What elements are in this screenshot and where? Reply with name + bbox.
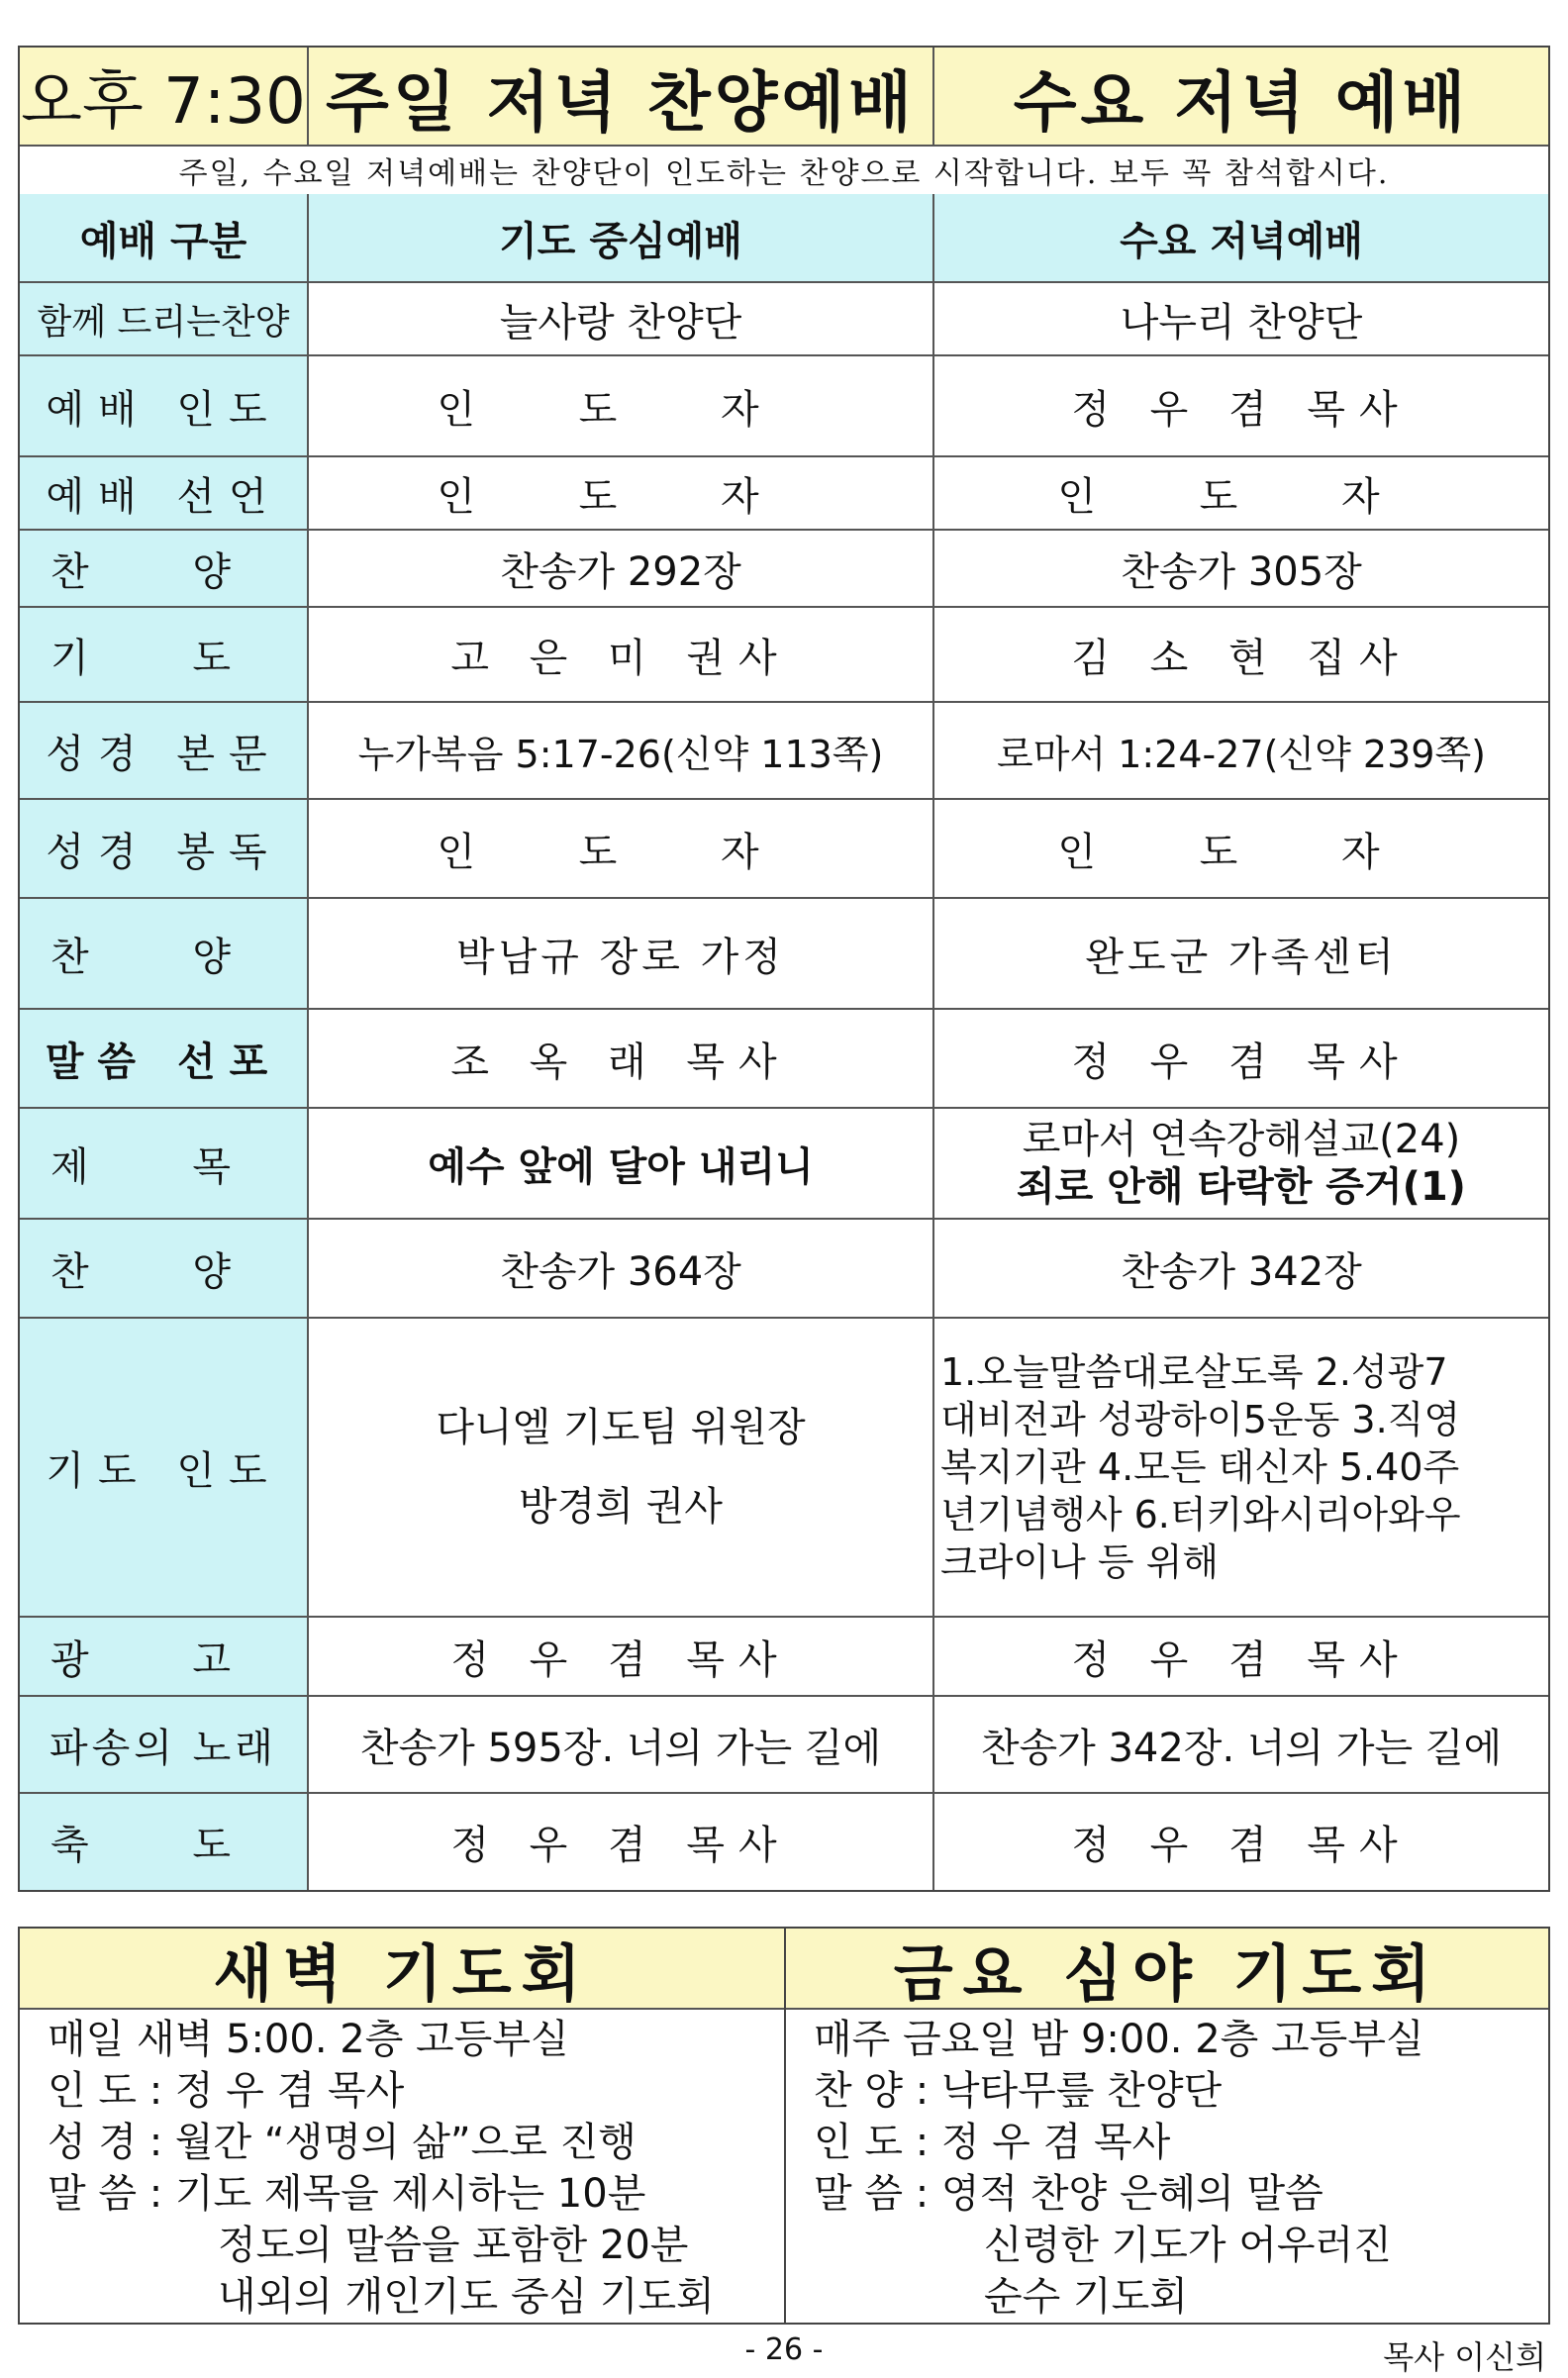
sermon-series: 로마서 연속강해설교(24) [1022, 1117, 1461, 1162]
friday-prayer-details [786, 2010, 1548, 2323]
sunday-cell: 찬송가 595장. 너의 가는 길에 [309, 1697, 934, 1792]
wednesday-cell: 정 우 겸 목사 [1071, 386, 1412, 433]
table-row [20, 1109, 1548, 1220]
sunday-cell: 정 우 겸 목사 [309, 1618, 934, 1695]
detail-line: 정도의 말씀을 포함한 20분 [218, 2223, 689, 2268]
wednesday-prayer-cell [934, 1319, 1548, 1616]
prayer-leader-team: 다니엘 기도팀 위원장 [436, 1405, 806, 1450]
wednesday-cell: 정 우 겸 목사 [1071, 1823, 1412, 1868]
wednesday-sermon-cell [934, 1109, 1548, 1218]
table-row [20, 1618, 1548, 1697]
wednesday-cell: 로마서 1:24-27(신약 239쪽) [997, 732, 1486, 776]
pastor-signature: 목사 이신희 [1383, 2338, 1546, 2376]
detail-line: 인 도 : 정 우 겸 목사 [814, 2120, 1171, 2165]
sunday-cell: 늘사랑 찬양단 [309, 283, 934, 354]
prayer-topic-line: 년기념행사 6.터키와시리아와우 [940, 1493, 1461, 1536]
row-label: 제 목 [20, 1109, 309, 1218]
detail-line: 순수 기도회 [984, 2274, 1188, 2320]
sunday-cell: 조 옥 래 목사 [309, 1010, 934, 1107]
table-row [20, 1220, 1548, 1319]
prayer-leader-name: 방경희 권사 [519, 1484, 723, 1530]
column-header-row [20, 194, 1548, 283]
sermon-title: 죄로 안해 타락한 증거(1) [1017, 1164, 1466, 1210]
wednesday-cell: 찬송가 305장 [1121, 548, 1362, 595]
wednesday-cell: 찬송가 342장. 너의 가는 길에 [980, 1725, 1503, 1771]
table-row [20, 457, 1548, 531]
table-row [20, 356, 1548, 457]
page-number: - 26 - [744, 2332, 824, 2367]
wednesday-cell: 나누리 찬양단 [1120, 299, 1363, 346]
detail-line: 말 씀 : 영적 찬양 은혜의 말씀 [814, 2171, 1323, 2217]
table-row [20, 1697, 1548, 1794]
row-label: 찬 양 [20, 531, 309, 606]
wednesday-cell: 정 우 겸 목사 [1071, 1636, 1412, 1683]
row-label: 예배 선언 [20, 457, 309, 529]
wednesday-service-title: 수요 저녁 예배 [934, 48, 1548, 145]
wednesday-cell: 인 도 자 [1057, 829, 1425, 875]
table-row [20, 899, 1548, 1010]
sunday-cell: 고 은 미 권사 [309, 608, 934, 701]
prayer-topic-line: 크라이나 등 위해 [940, 1540, 1220, 1584]
detail-line: 신령한 기도가 어우러진 [984, 2223, 1392, 2268]
row-label: 기도 인도 [20, 1319, 309, 1616]
row-label: 함께 드리는찬양 [20, 283, 309, 354]
col-header-category: 예배 구분 [20, 194, 309, 281]
sunday-cell: 인 도 자 [309, 457, 934, 529]
row-label: 기 도 [20, 608, 309, 701]
row-label: 성경 봉독 [20, 800, 309, 897]
friday-prayer-title: 금요 심야 기도회 [786, 1929, 1548, 2010]
wednesday-cell: 인 도 자 [1057, 473, 1425, 520]
dawn-prayer-details [20, 2010, 784, 2323]
table-row [20, 531, 1548, 608]
row-label: 파송의 노래 [20, 1697, 309, 1792]
sunday-prayer-cell [309, 1319, 934, 1616]
detail-line: 내외의 개인기도 중심 기도회 [218, 2274, 715, 2320]
table-row [20, 1319, 1548, 1618]
service-time: 오후 7:30 [20, 48, 309, 145]
sunday-cell: 박남규 장로 가정 [309, 899, 934, 1008]
detail-line: 찬 양 : 낙타무릎 찬양단 [814, 2068, 1223, 2114]
dawn-prayer-title: 새벽 기도회 [20, 1929, 784, 2010]
table-row [20, 1010, 1548, 1109]
notice-text: 주일, 수요일 저녁예배는 찬양단이 인도하는 찬양으로 시작합니다. 보두 꼭 참석합시다. [20, 147, 1548, 196]
friday-prayer-box [786, 1927, 1550, 2325]
prayer-topic-line: 대비전과 성광하이5운동 3.직영 [940, 1398, 1461, 1441]
row-label: 광 고 [20, 1618, 309, 1695]
detail-line: 매일 새벽 5:00. 2층 고등부실 [48, 2017, 569, 2062]
table-row [20, 800, 1548, 899]
sunday-cell: 정 우 겸 목사 [309, 1794, 934, 1890]
wednesday-cell: 완도군 가족센터 [1085, 934, 1398, 980]
table-header-row [20, 48, 1548, 147]
table-row [20, 1794, 1548, 1890]
detail-line: 매주 금요일 밤 9:00. 2층 고등부실 [814, 2017, 1424, 2062]
row-label: 찬 양 [20, 1220, 309, 1317]
row-label: 예배 인도 [20, 356, 309, 455]
row-label: 말씀 선포 [20, 1010, 309, 1107]
table-row [20, 283, 1548, 356]
wednesday-cell: 정 우 겸 목사 [1071, 1039, 1412, 1085]
row-label: 찬 양 [20, 899, 309, 1008]
sunday-cell: 찬송가 292장 [309, 531, 934, 606]
prayer-topic-line: 복지기관 4.모든 태신자 5.40주 [940, 1445, 1460, 1489]
row-label: 성경 본문 [20, 703, 309, 798]
col-header-sunday: 기도 중심예배 [309, 194, 934, 281]
prayer-topic-line: 1.오늘말씀대로살도록 2.성광7 [940, 1350, 1448, 1394]
wednesday-cell: 찬송가 342장 [1121, 1248, 1362, 1295]
worship-table [18, 46, 1550, 1892]
sermon-title: 예수 앞에 달아 내리니 [309, 1109, 934, 1218]
sunday-cell: 찬송가 364장 [309, 1220, 934, 1317]
wednesday-cell: 김 소 현 집사 [1071, 635, 1412, 681]
detail-line: 말 씀 : 기도 제목을 제시하는 10분 [48, 2171, 646, 2217]
table-row [20, 608, 1548, 703]
detail-line: 성 경 : 월간 “생명의 삶”으로 진행 [48, 2120, 637, 2165]
sunday-service-title: 주일 저녁 찬양예배 [309, 48, 934, 145]
col-header-wednesday: 수요 저녁예배 [934, 194, 1548, 281]
sunday-cell: 인 도 자 [309, 356, 934, 455]
detail-line: 인 도 : 정 우 겸 목사 [48, 2068, 405, 2114]
sunday-cell: 누가복음 5:17-26(신약 113쪽) [309, 703, 934, 798]
row-label: 축 도 [20, 1794, 309, 1890]
dawn-prayer-box [18, 1927, 786, 2325]
sunday-cell: 인 도 자 [309, 800, 934, 897]
table-row [20, 703, 1548, 800]
